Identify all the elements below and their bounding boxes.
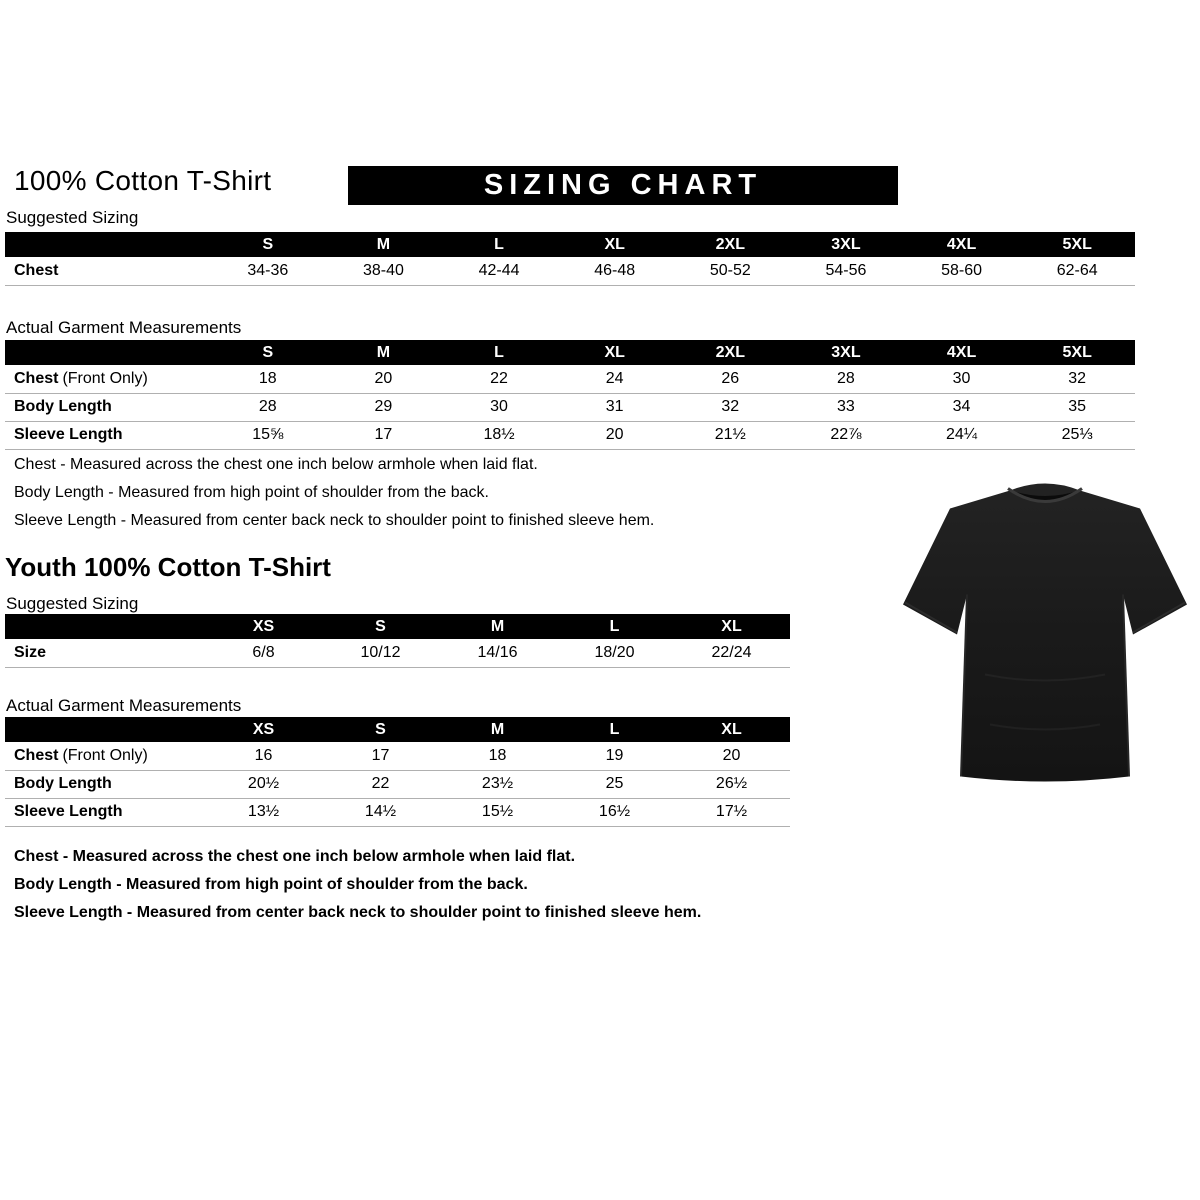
size-value-cell: 22/24	[673, 639, 790, 667]
size-value-cell: 13½	[205, 798, 322, 826]
row-label: Chest	[14, 261, 59, 279]
size-table-corner	[5, 340, 210, 365]
size-column-header: L	[441, 232, 557, 257]
adult-actual-measurements-table	[5, 340, 1135, 450]
size-value-cell: 22	[322, 770, 439, 798]
size-value-cell: 31	[557, 393, 673, 421]
size-value-cell: 25⅓	[1019, 421, 1135, 449]
table-row	[5, 257, 1135, 285]
note-chest: Chest - Measured across the chest one inch below armhole when laid flat.	[14, 848, 576, 865]
size-column-header: M	[439, 614, 556, 639]
size-value-cell: 24	[557, 365, 673, 393]
size-column-header: XL	[673, 717, 790, 742]
size-value-cell: 30	[904, 365, 1020, 393]
size-column-header: 5XL	[1019, 340, 1135, 365]
size-header-row	[5, 717, 790, 742]
youth-actual-measurements-label: Actual Garment Measurements	[6, 696, 242, 715]
size-column-header: 2XL	[673, 232, 789, 257]
youth-actual-measurements-table	[5, 717, 790, 827]
size-header-row	[5, 232, 1135, 257]
size-value-cell: 20	[673, 742, 790, 770]
size-value-cell: 16	[205, 742, 322, 770]
size-value-cell: 15½	[439, 798, 556, 826]
size-value-cell: 38-40	[326, 257, 442, 285]
size-column-header: 2XL	[673, 340, 789, 365]
size-value-cell: 23½	[439, 770, 556, 798]
size-column-header: 3XL	[788, 340, 904, 365]
row-label: Sleeve Length	[14, 803, 123, 820]
size-value-cell: 15⅝	[210, 421, 326, 449]
youth-suggested-sizing-label: Suggested Sizing	[6, 594, 139, 613]
size-value-cell: 22⅞	[788, 421, 904, 449]
row-label-cell	[5, 257, 210, 285]
adult-measurement-notes	[14, 455, 654, 539]
row-label-cell	[5, 770, 205, 798]
size-value-cell: 30	[441, 393, 557, 421]
note-chest: Chest - Measured across the chest one inch below armhole when laid flat.	[14, 456, 538, 473]
row-label-suffix: (Front Only)	[62, 369, 148, 387]
adult-suggested-sizing-table	[5, 232, 1135, 286]
size-value-cell: 18	[439, 742, 556, 770]
size-value-cell: 50-52	[673, 257, 789, 285]
size-column-header: 5XL	[1019, 232, 1135, 257]
tshirt-image	[895, 472, 1195, 807]
row-label-cell	[5, 393, 210, 421]
black-tshirt-graphic	[895, 472, 1195, 807]
size-value-cell: 32	[673, 393, 789, 421]
adult-actual-measurements-label: Actual Garment Measurements	[6, 318, 242, 337]
size-value-cell: 28	[210, 393, 326, 421]
size-header-row	[5, 614, 790, 639]
size-value-cell: 18½	[441, 421, 557, 449]
size-column-header: 4XL	[904, 232, 1020, 257]
row-label: Sleeve Length	[14, 426, 123, 443]
size-value-cell: 17	[326, 421, 442, 449]
size-column-header: XS	[205, 717, 322, 742]
size-value-cell: 33	[788, 393, 904, 421]
size-column-header: XS	[205, 614, 322, 639]
size-value-cell: 46-48	[557, 257, 673, 285]
row-label: Chest	[14, 746, 59, 764]
size-value-cell: 62-64	[1019, 257, 1135, 285]
size-value-cell: 16½	[556, 798, 673, 826]
table-row	[5, 742, 790, 770]
note-body-length: Body Length - Measured from high point of shoulder from the back.	[14, 876, 528, 893]
size-value-cell: 34-36	[210, 257, 326, 285]
size-column-header: L	[441, 340, 557, 365]
size-column-header: 3XL	[788, 232, 904, 257]
table-row	[5, 393, 1135, 421]
size-table-corner	[5, 614, 205, 639]
size-value-cell: 22	[441, 365, 557, 393]
size-value-cell: 34	[904, 393, 1020, 421]
size-column-header: S	[210, 232, 326, 257]
size-column-header: XL	[557, 340, 673, 365]
row-label-cell	[5, 639, 205, 667]
table-row	[5, 365, 1135, 393]
size-value-cell: 10/12	[322, 639, 439, 667]
row-label: Chest	[14, 369, 59, 387]
size-value-cell: 58-60	[904, 257, 1020, 285]
size-column-header: XL	[557, 232, 673, 257]
size-value-cell: 29	[326, 393, 442, 421]
size-column-header: S	[210, 340, 326, 365]
size-column-header: L	[556, 717, 673, 742]
note-body-length: Body Length - Measured from high point of shoulder from the back.	[14, 484, 489, 501]
size-column-header: S	[322, 614, 439, 639]
size-value-cell: 20	[326, 365, 442, 393]
size-value-cell: 25	[556, 770, 673, 798]
table-row	[5, 421, 1135, 449]
row-label-cell	[5, 421, 210, 449]
sizing-chart-banner: SIZING CHART	[348, 166, 898, 205]
size-value-cell: 20	[557, 421, 673, 449]
row-label-cell	[5, 365, 210, 393]
size-value-cell: 20½	[205, 770, 322, 798]
row-label-cell	[5, 742, 205, 770]
note-sleeve-length: Sleeve Length - Measured from center back neck to shoulder point to finished sleeve hem.	[14, 904, 702, 921]
size-value-cell: 21½	[673, 421, 789, 449]
size-value-cell: 18/20	[556, 639, 673, 667]
row-label: Body Length	[14, 775, 112, 792]
size-value-cell: 17	[322, 742, 439, 770]
size-value-cell: 17½	[673, 798, 790, 826]
size-column-header: M	[326, 340, 442, 365]
size-value-cell: 26	[673, 365, 789, 393]
size-column-header: L	[556, 614, 673, 639]
size-value-cell: 32	[1019, 365, 1135, 393]
size-value-cell: 14/16	[439, 639, 556, 667]
size-column-header: M	[326, 232, 442, 257]
size-column-header: 4XL	[904, 340, 1020, 365]
size-value-cell: 35	[1019, 393, 1135, 421]
size-table-corner	[5, 717, 205, 742]
size-column-header: S	[322, 717, 439, 742]
size-value-cell: 24¼	[904, 421, 1020, 449]
youth-measurement-notes	[14, 847, 701, 931]
youth-suggested-sizing-table	[5, 614, 790, 668]
size-column-header: XL	[673, 614, 790, 639]
row-label: Body Length	[14, 398, 112, 415]
size-header-row	[5, 340, 1135, 365]
row-label-suffix: (Front Only)	[62, 746, 148, 764]
size-value-cell: 19	[556, 742, 673, 770]
table-row	[5, 798, 790, 826]
page-title: 100% Cotton T-Shirt	[14, 165, 272, 196]
table-row	[5, 770, 790, 798]
size-table-corner	[5, 232, 210, 257]
note-sleeve-length: Sleeve Length - Measured from center back neck to shoulder point to finished sleeve hem.	[14, 512, 655, 529]
youth-section-title: Youth 100% Cotton T-Shirt	[5, 552, 331, 582]
size-column-header: M	[439, 717, 556, 742]
size-value-cell: 28	[788, 365, 904, 393]
size-value-cell: 6/8	[205, 639, 322, 667]
size-value-cell: 14½	[322, 798, 439, 826]
row-label: Size	[14, 643, 47, 661]
size-value-cell: 26½	[673, 770, 790, 798]
size-value-cell: 42-44	[441, 257, 557, 285]
size-value-cell: 54-56	[788, 257, 904, 285]
adult-suggested-sizing-label: Suggested Sizing	[6, 208, 139, 227]
row-label-cell	[5, 798, 205, 826]
table-row	[5, 639, 790, 667]
size-value-cell: 18	[210, 365, 326, 393]
